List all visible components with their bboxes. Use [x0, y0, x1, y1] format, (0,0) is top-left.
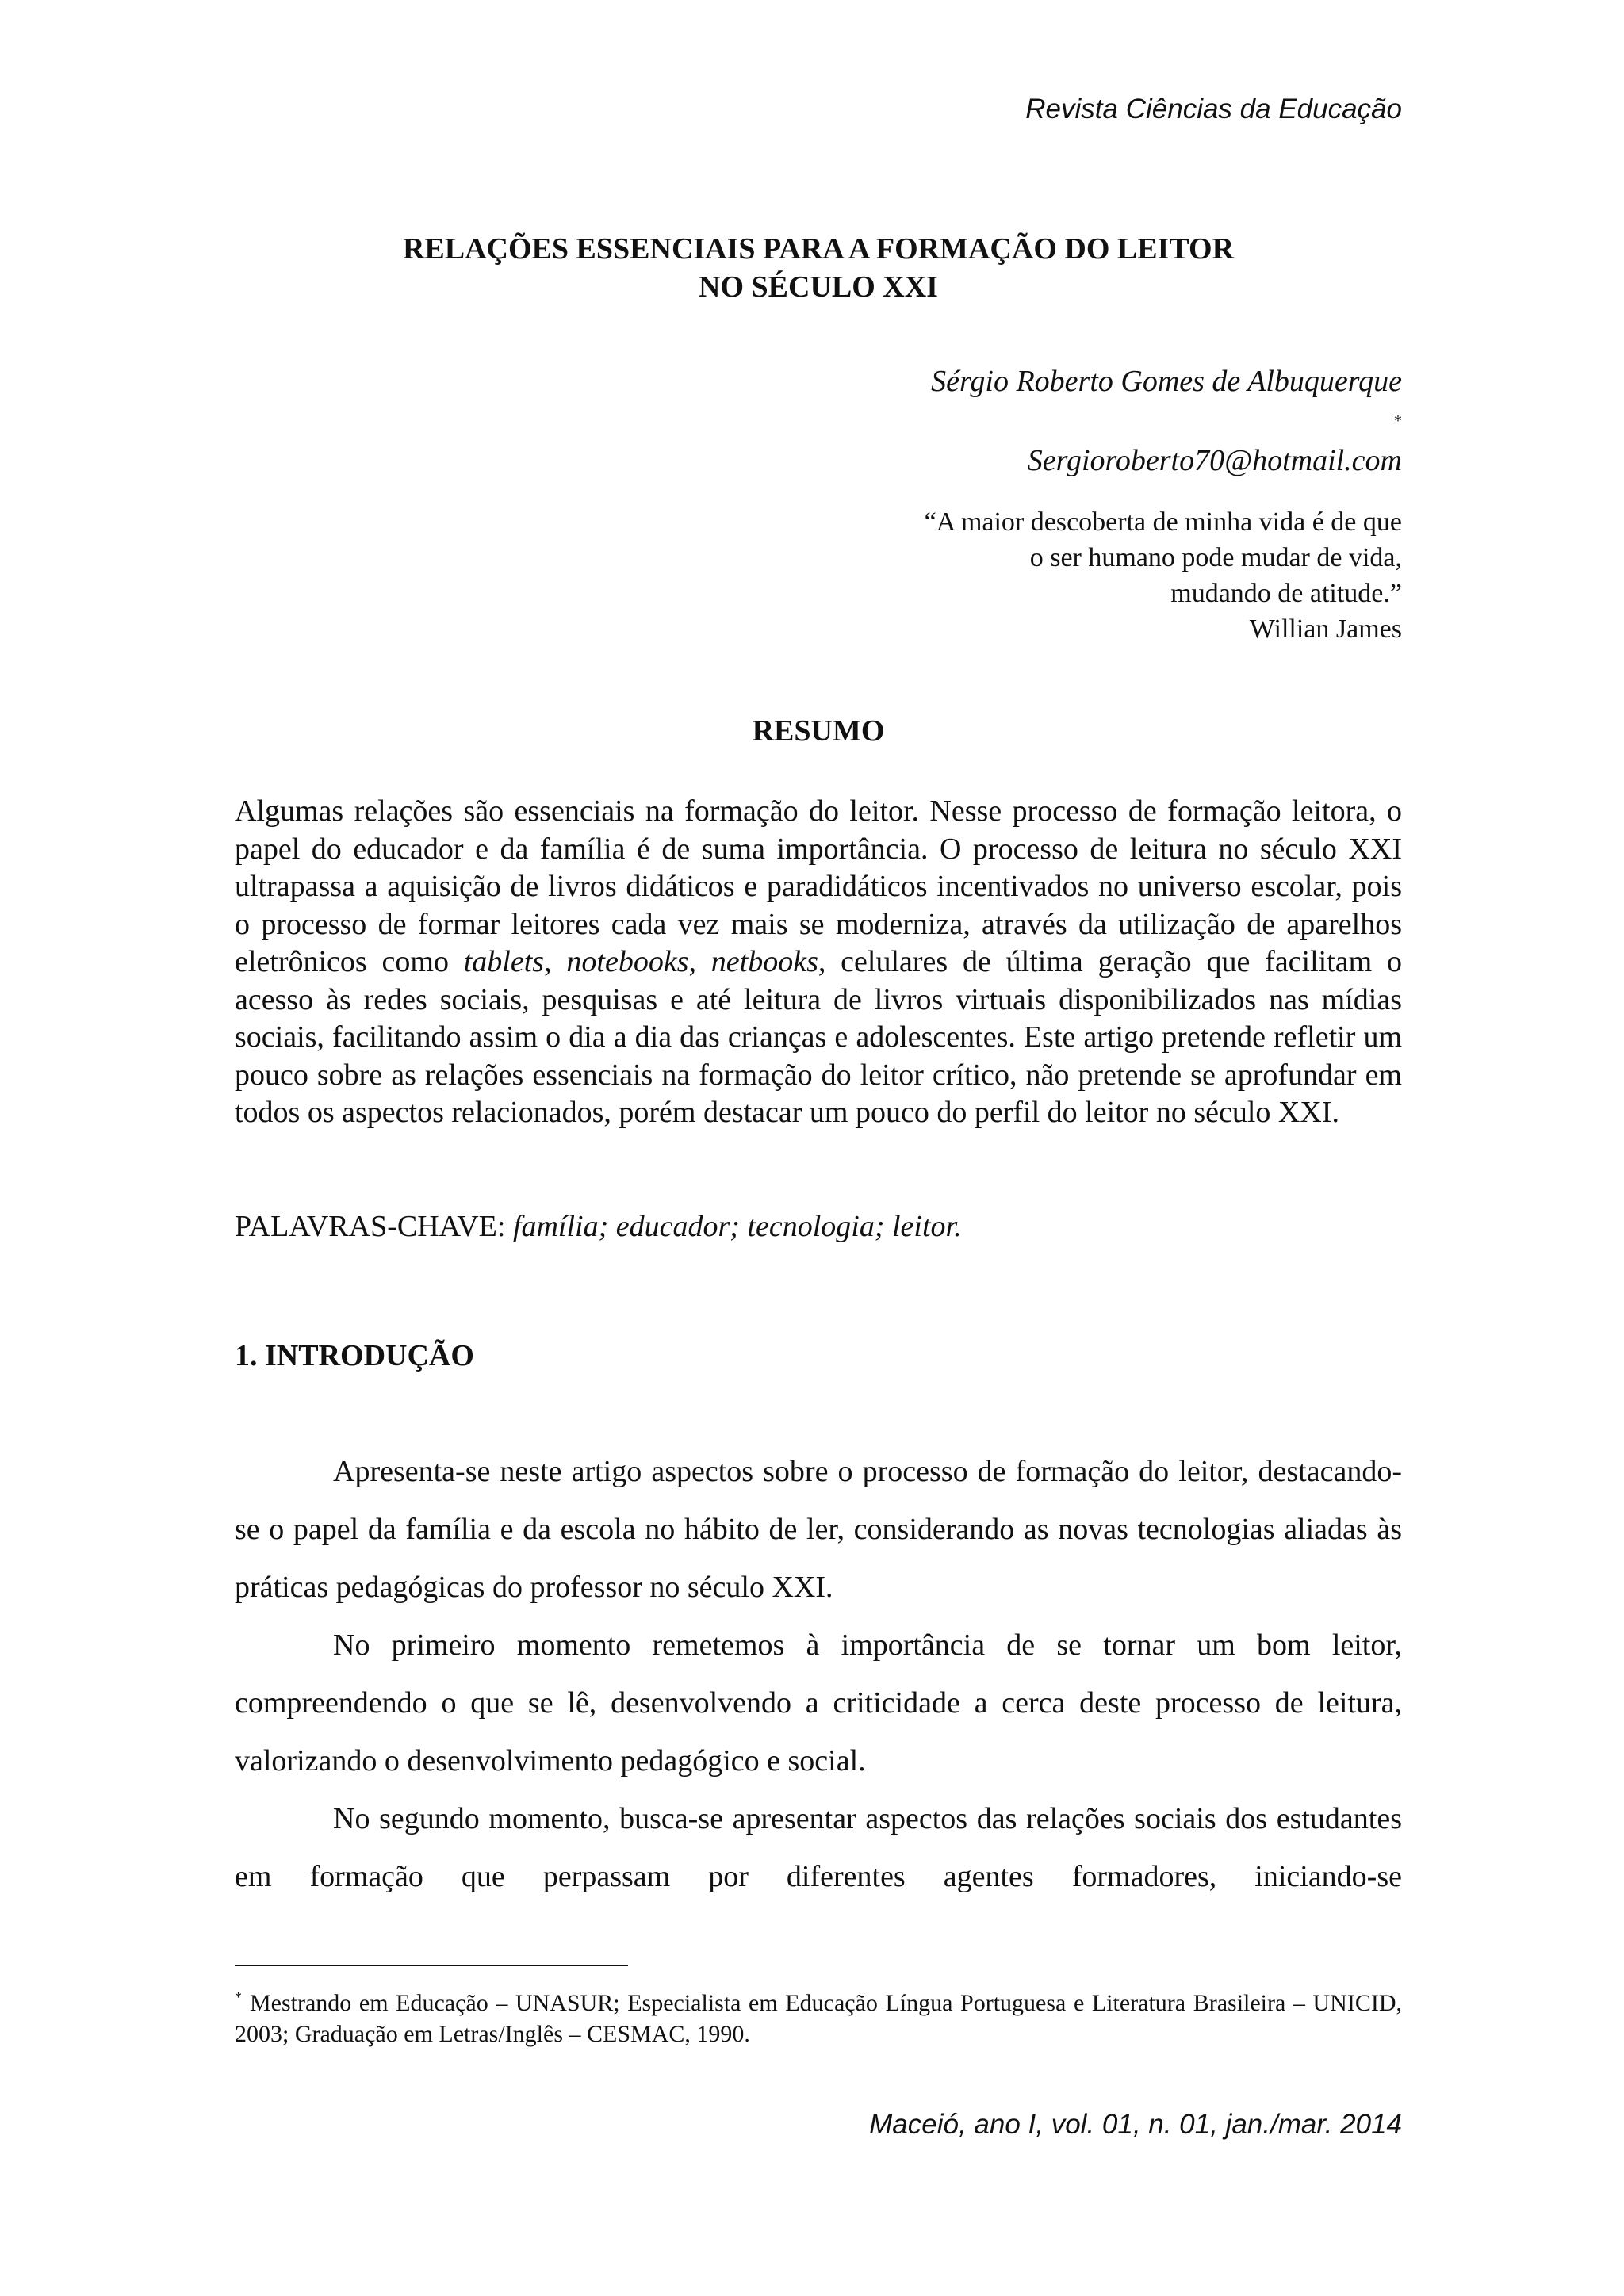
- keywords-values: família; educador; tecnologia; leitor.: [512, 1210, 962, 1243]
- author-email: Sergioroberto70@hotmail.com: [1027, 444, 1402, 477]
- article-title: [235, 230, 1402, 306]
- epigraph-line-2: o ser humano pode mudar de vida,: [1029, 543, 1402, 572]
- journal-citation-footer: Maceió, ano I, vol. 01, n. 01, jan./mar. 2014: [869, 2109, 1402, 2140]
- abstract-text: [235, 793, 1402, 1132]
- keywords-label: PALAVRAS-CHAVE:: [235, 1210, 506, 1243]
- footnote-mark: *: [235, 1989, 242, 2005]
- term-tablets: tablets: [463, 945, 545, 978]
- keywords: [235, 1208, 1402, 1246]
- footnote: [235, 1982, 1402, 2049]
- author-block: [931, 362, 1402, 480]
- introduction-body: [235, 1443, 1402, 1906]
- author-line: [931, 362, 1402, 441]
- epigraph-line-3: mudando de atitude.”: [1170, 579, 1402, 608]
- term-netbooks: netbooks: [710, 945, 818, 978]
- abstract-heading: RESUMO: [752, 714, 885, 748]
- term-notebooks: notebooks: [566, 945, 689, 978]
- abstract-separator-1: ,: [544, 945, 567, 978]
- epigraph-line-1: “A maior descoberta de minha vida é de que: [924, 507, 1402, 537]
- epigraph: [925, 504, 1402, 647]
- footnote-text: Mestrando em Educação – UNASUR; Especialista em Educação Língua Portuguesa e Literatura Brasileira – UNICID, 2003; Graduação em Letras/Inglês – CESMAC, 1990.: [235, 1990, 1402, 2047]
- introduction-paragraph-2: No primeiro momento remetemos à importância de se tornar um bom leitor, compreendendo o que se lê, desenvolvendo a criticidade a cerca deste processo de leitura, valorizando o desenvolvimento pedagógico e social.: [235, 1628, 1402, 1777]
- journal-running-head: Revista Ciências da Educação: [1025, 94, 1402, 124]
- footnote-separator: [235, 1965, 628, 1966]
- section-heading-introduction: 1. INTRODUÇÃO: [235, 1339, 474, 1372]
- author-footnote-mark: *: [1394, 412, 1402, 430]
- title-line-1: RELAÇÕES ESSENCIAIS PARA A FORMAÇÃO DO LEITOR: [402, 232, 1235, 266]
- introduction-paragraph-3: No segundo momento, busca-se apresentar aspectos das relações sociais dos estudantes em formação que perpassam por diferentes agentes formadores, iniciando-se: [235, 1802, 1402, 1893]
- title-line-2: NO SÉCULO XXI: [699, 270, 938, 304]
- abstract-text-part-1: Algumas relações são essenciais na formação do leitor. Nesse processo de formação leitora, o papel do educador e da família é de suma importância. O processo de leitura no século XXI ultrapassa a aquisição de livros didáticos e paradidáticos incentivados no universo escolar, pois o processo de formar leitores cada vez mais se moderniza, através da utilização de aparelhos eletrônicos como: [235, 794, 1402, 978]
- author-name: Sérgio Roberto Gomes de Albuquerque: [931, 365, 1402, 398]
- epigraph-attribution: Willian James: [1249, 614, 1402, 644]
- introduction-paragraph-1: Apresenta-se neste artigo aspectos sobre o processo de formação do leitor, destacando-se o papel da família e da escola no hábito de ler, considerando as novas tecnologias aliadas às práticas pedagógicas do professor no século XXI.: [235, 1455, 1402, 1604]
- abstract-separator-2: ,: [688, 945, 711, 978]
- abstract-text-part-2: , celulares de última geração que facilitam o acesso às redes sociais, pesquisas e até leitura de livros virtuais disponibilizados nas mídias sociais, facilitando assim o dia a dia das crianças e adolescentes. Este artigo pretende refletir um pouco sobre as relações essenciais na formação do leitor crítico, não pretende se aprofundar em todos os aspectos relacionados, porém destacar um pouco do perfil do leitor no século XXI.: [235, 945, 1403, 1129]
